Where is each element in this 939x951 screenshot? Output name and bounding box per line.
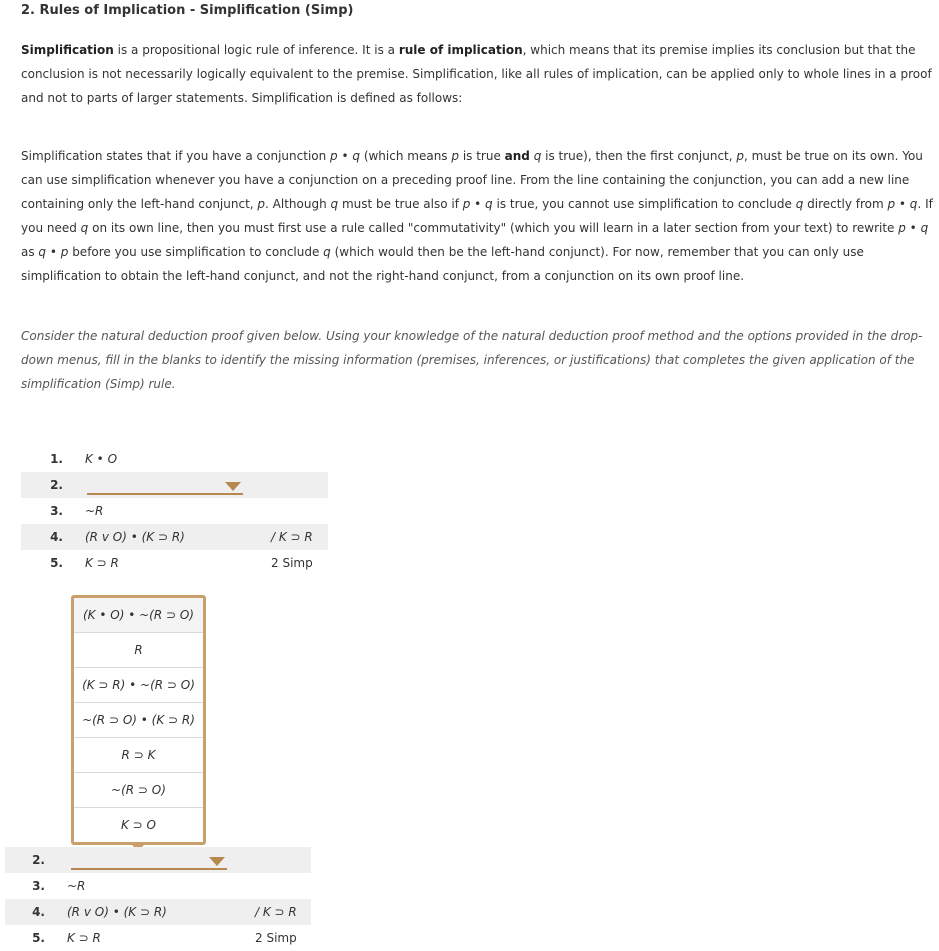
dropdown-menu [71, 595, 206, 845]
definition-paragraph: Simplification states that if you have a conjunction p • q (which means p is true and q is true), then the first conjunct, p, must be true on its own. You can use simplification whenever you have a conjunction on a preceding proof line. From the line containing the conjunction, you can add a new line containing only the left-hand conjunct, p. Although q must be true also if p • q is true, you cannot use simplification to conclude q directly from p • q. If you need q on its own line, then you must first use a rule called "commutativity" (which you will learn in a later section from your text) to rewrite p • q as q • p before you use simplification to conclude q (which would then be the left-hand conjunct). For now, remember that you can only use simplification to obtain the left-hand conjunct, and not the right-hand conjunct, from a conjunction on its own proof line. [21, 149, 933, 283]
dropdown-option[interactable]: ~(R ⊃ O) • (K ⊃ R) [74, 703, 203, 738]
proof-repeat-line-3: 3. ~R [32, 879, 86, 893]
chevron-down-icon [225, 482, 241, 491]
dropdown-option[interactable]: (K ⊃ R) • ~(R ⊃ O) [74, 668, 203, 703]
dropdown-option[interactable]: R ⊃ K [74, 738, 203, 773]
dropdown-option[interactable]: R [74, 633, 203, 668]
proof-line-3: 3. ~R [50, 504, 104, 518]
proof-line-5: 5. K ⊃ R 2 Simp [50, 556, 313, 570]
term-rule-of-implication: rule of implication [398, 43, 523, 57]
dropdown-option[interactable]: (K • O) • ~(R ⊃ O) [74, 598, 203, 633]
page-title: 2. Rules of Implication - Simplification (Simp) [21, 3, 354, 18]
proof-line-1: 1. K • O [50, 452, 118, 466]
term-simplification: Simplification [21, 43, 114, 57]
dropdown-option[interactable]: ~(R ⊃ O) [74, 773, 203, 808]
line-2-dropdown-repeat[interactable] [71, 849, 227, 870]
proof-repeat-line-2: 2. [5, 847, 311, 873]
proof-line-4: 4. (R v O) • (K ⊃ R) / K ⊃ R [21, 524, 328, 550]
intro-paragraph: Simplification is a propositional logic rule of inference. It is a rule of implication, which means that its premise implies its conclusion but that the conclusion is not necessarily logically equivalent to the premise. Simplification, like all rules of implication, can be applied only to whole lines in a proof and not to parts of larger statements. Simplification is defined as follows: [21, 43, 932, 105]
line-2-dropdown[interactable] [87, 474, 243, 495]
proof-line-2: 2. [21, 472, 328, 498]
dropdown-option[interactable]: K ⊃ O [121, 818, 156, 832]
proof-repeat-line-5: 5. K ⊃ R 2 Simp [32, 931, 297, 945]
chevron-down-icon [209, 857, 225, 866]
proof-repeat-line-4: 4. (R v O) • (K ⊃ R) / K ⊃ R [5, 899, 311, 925]
instructions: Consider the natural deduction proof given below. Using your knowledge of the natural deduction proof method and the options provided in the drop-down menus, fill in the blanks to identify the missing information (premises, inferences, or justifications) that completes the given application of the simplification (Simp) rule. [21, 329, 923, 391]
